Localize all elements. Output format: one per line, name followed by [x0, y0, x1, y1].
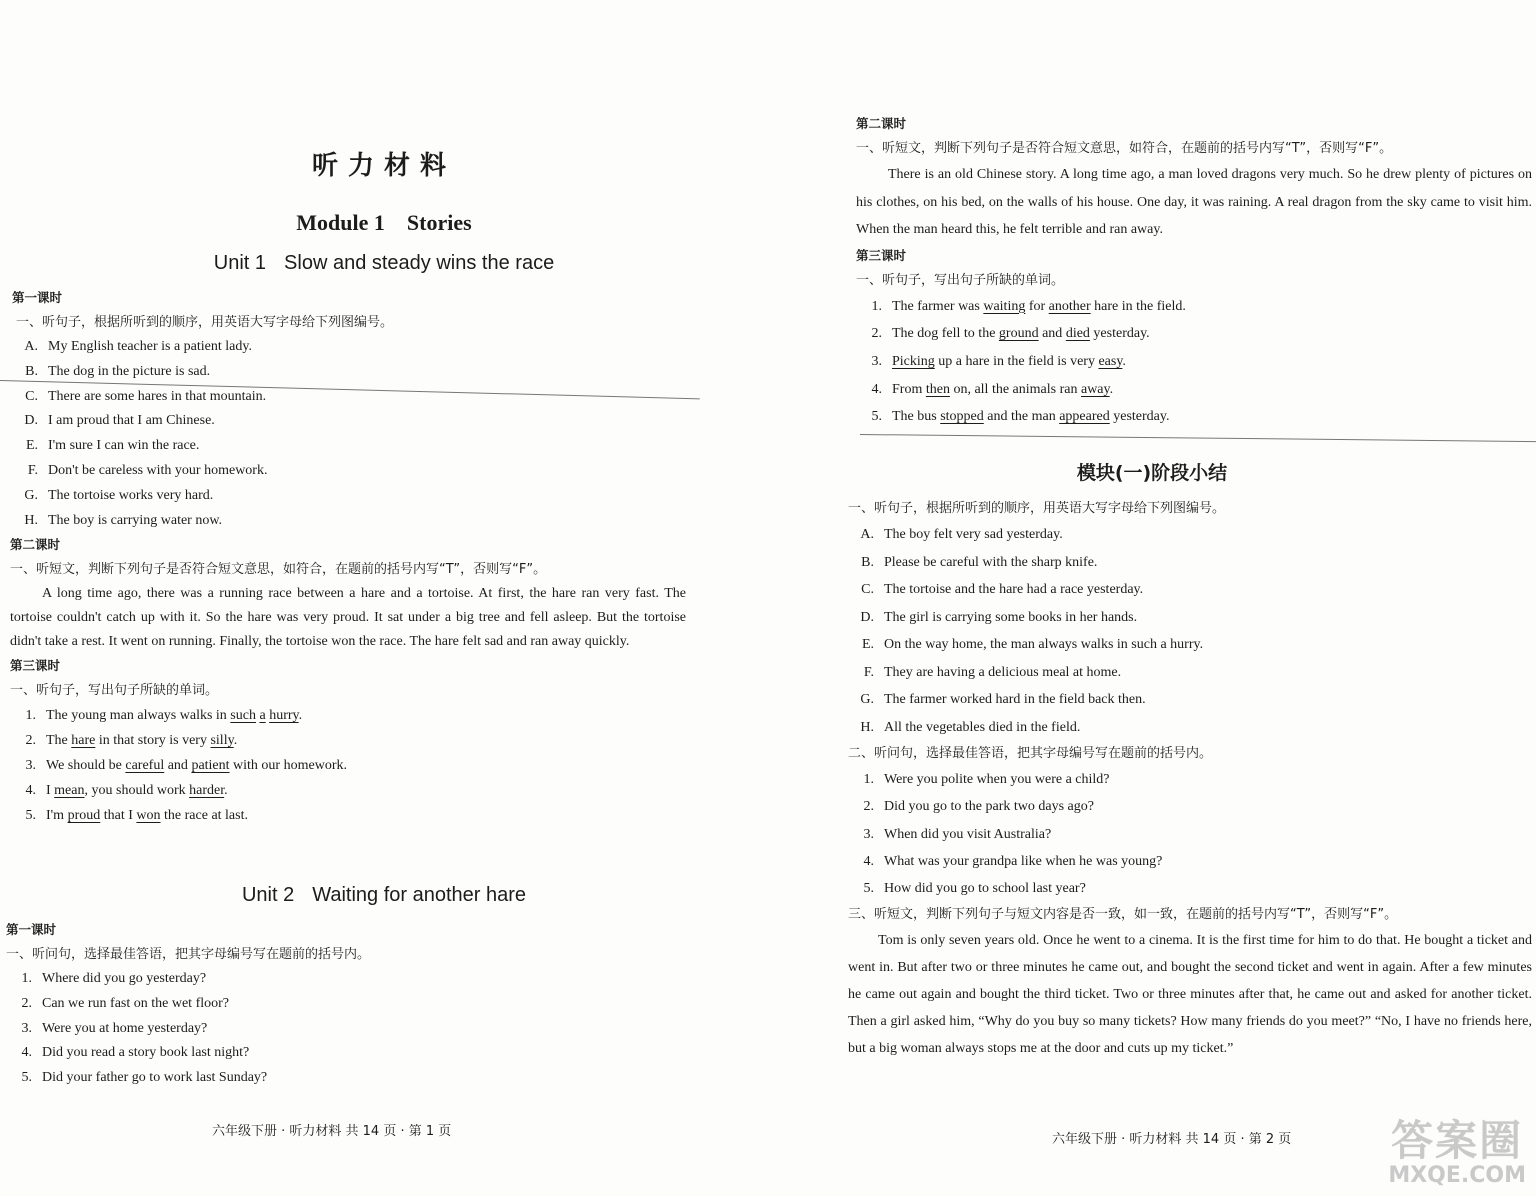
- list-item: [6, 1017, 686, 1042]
- list-item: [856, 348, 1532, 376]
- sentence-text: hare in the field.: [1090, 298, 1186, 314]
- item-text: I am proud that I am Chinese.: [48, 413, 215, 429]
- item-label: F.: [863, 664, 874, 680]
- unit-2-title: [0, 884, 768, 907]
- sentence-text: .: [298, 707, 303, 723]
- sentence-text: The: [46, 732, 72, 748]
- list-item: [10, 753, 686, 778]
- item-label: 3.: [25, 757, 36, 773]
- list-item: [848, 549, 1532, 577]
- list-item: [848, 604, 1532, 632]
- item-label: 2.: [871, 326, 882, 342]
- blank-answer: harder: [189, 782, 225, 798]
- item-label: D.: [860, 609, 874, 625]
- item-text: They are having a delicious meal at home.: [884, 664, 1122, 680]
- lesson-heading: 第三课时: [10, 657, 61, 673]
- sentence-text: yesterday.: [1109, 409, 1170, 425]
- list-item: [856, 293, 1532, 321]
- item-label: D.: [24, 413, 38, 429]
- instruction: 一、听句子，根据所听到的顺序，用英语大写字母给下列图编号。: [16, 315, 394, 330]
- item-label: 3.: [871, 353, 882, 369]
- sentence-text: for: [1025, 298, 1049, 314]
- item-text: I'm sure I can win the race.: [48, 438, 200, 454]
- sentence-text: .: [1122, 353, 1126, 369]
- blank-answer: another: [1048, 298, 1091, 314]
- instruction: 三、听短文，判断下列句子与短文内容是否一致，如一致，在题前的括号内写“T”，否则写“F”。: [848, 907, 1398, 923]
- instruction: 一、听句子，写出句子所缺的单词。: [856, 272, 1065, 288]
- list-item: [848, 821, 1532, 848]
- lesson-heading: 第三课时: [856, 247, 907, 263]
- list-item: [848, 793, 1532, 820]
- item-text: What was your grandpa like when he was young?: [884, 853, 1163, 869]
- instruction: 一、听短文，判断下列句子是否符合短文意思，如符合，在题前的括号内写“T”，否则写“F”。: [856, 141, 1393, 156]
- item-label: A.: [860, 527, 874, 542]
- unit-1-number: Unit 1: [213, 252, 267, 274]
- item-label: 1.: [21, 971, 32, 986]
- listening-passage: There is an old Chinese story. A long time ago, a man loved dragons very much. So he drew plenty of pictures on his clothes, on his bed, on the walls of his house. One day, it was raining. A real dragon from the sky came to visit him. When the man heard this, he felt terrible and ran away.: [856, 167, 1532, 237]
- listening-passage: Tom is only seven years old. Once he went to a cinema. It is the first time for him to do that. He bought a ticket and went in. But after two or three minutes he came out, and bought the second ticket and went in again. After a few minutes he came out again and bought the third ticket. Two or three minutes after that, he came out and asked for another ticket. Then a girl asked him, “Why do you buy so many tickets? How many friends do you meet?” “No, I have no friends here, but a big woman always stops me at the door and cuts up my ticket.”: [848, 933, 1532, 1057]
- sentence-text: in that story is very: [95, 732, 211, 748]
- unit-1-name: Slow and steady wins the race: [284, 252, 555, 274]
- list-item: [856, 320, 1532, 348]
- list-item: [10, 778, 686, 803]
- list-item: [856, 376, 1532, 404]
- blank-answer: patient: [191, 757, 230, 773]
- sentence-text: that I: [100, 807, 137, 823]
- blank-answer: silly: [210, 732, 234, 748]
- blank-answer: easy: [1098, 353, 1123, 369]
- list-item: [10, 728, 686, 753]
- item-label: 5.: [863, 881, 874, 897]
- lesson-heading: 第二课时: [856, 116, 907, 131]
- item-label: 3.: [863, 826, 874, 842]
- blank-answer: then: [925, 381, 950, 397]
- stage-summary-section: [848, 496, 1532, 1062]
- page-title: 听力材料: [311, 151, 456, 181]
- item-text: Did you read a story book last night?: [42, 1045, 250, 1061]
- blank-answer: appeared: [1059, 409, 1110, 425]
- list-item: [12, 434, 686, 459]
- sentence-text: .: [1109, 381, 1114, 397]
- module-title: Module 1 Stories: [296, 210, 472, 235]
- item-label: 4.: [871, 381, 882, 397]
- item-text: Did you go to the park two days ago?: [884, 799, 1094, 815]
- instruction: 一、听句子，写出句子所缺的单词。: [10, 682, 219, 698]
- item-text: Please be careful with the sharp knife.: [884, 554, 1098, 570]
- blank-answer: away: [1080, 381, 1110, 397]
- list-item: [12, 484, 686, 509]
- list-item: [848, 714, 1532, 742]
- list-item: [12, 509, 686, 534]
- list-item: [848, 631, 1532, 659]
- list-item: [6, 1066, 686, 1091]
- blank-answer: proud: [67, 807, 101, 823]
- question-list: [6, 967, 686, 1091]
- instruction: 一、听句子，根据所听到的顺序，用英语大写字母给下列图编号。: [848, 501, 1226, 516]
- blank-answer: Picking: [892, 353, 935, 369]
- item-label: 3.: [21, 1020, 32, 1036]
- sentence-text: and: [1038, 326, 1066, 342]
- item-label: 5.: [21, 1070, 32, 1086]
- list-item: [6, 1041, 686, 1066]
- item-label: 1.: [25, 707, 36, 723]
- list-item: [856, 403, 1532, 431]
- stage-summary-title: 模块(一)阶段小结: [1076, 462, 1228, 484]
- blank-answer: stopped: [940, 409, 984, 425]
- sentence-text: .: [224, 782, 228, 798]
- item-label: 2.: [25, 732, 36, 748]
- list-item: [6, 992, 686, 1017]
- sentence-text: on, all the animals ran: [949, 381, 1081, 397]
- item-text: Were you at home yesterday?: [42, 1020, 208, 1036]
- item-text: Did your father go to work last Sunday?: [42, 1070, 268, 1086]
- unit2-lesson1-section: [6, 918, 686, 1091]
- list-item: [10, 803, 686, 828]
- list-item: [12, 409, 686, 434]
- blank-answer: careful: [125, 757, 165, 773]
- item-text: All the vegetables died in the field.: [884, 719, 1081, 735]
- list-item: [848, 766, 1532, 793]
- blank-answer: hare: [71, 732, 96, 748]
- item-label: 4.: [863, 853, 874, 869]
- sentence-text: The bus: [892, 409, 941, 425]
- unit-2-number: Unit 2: [241, 884, 295, 906]
- page-footer: 六年级下册 · 听力材料 共 14 页 · 第 1 页: [212, 1124, 452, 1139]
- question-list: [848, 766, 1532, 902]
- unit-2-name: Waiting for another hare: [312, 884, 527, 906]
- item-text: How did you go to school last year?: [884, 881, 1086, 897]
- item-text: The boy felt very sad yesterday.: [884, 527, 1063, 542]
- item-label: G.: [24, 487, 38, 503]
- item-label: H.: [860, 719, 874, 735]
- list-item: [12, 459, 686, 484]
- item-text: The tortoise and the hare had a race yesterday.: [884, 582, 1144, 597]
- blank-answer: a: [259, 707, 266, 723]
- watermark-url: MXQE.COM: [1388, 1163, 1526, 1188]
- listening-passage: A long time ago, there was a running race between a hare and a tortoise. At first, the hare ran very fast. The tortoise couldn't catch up with it. So the hare was very proud. It sat under a big tree and fell asleep. But the tortoise didn't take a rest. It went on running. Finally, the tortoise won the race. The hare felt sad and ran away quickly.: [10, 586, 686, 649]
- list-item: [12, 335, 686, 360]
- item-label: 4.: [25, 782, 36, 798]
- blank-answer: such: [230, 707, 256, 723]
- item-text: The tortoise works very hard.: [48, 487, 214, 503]
- unit1-section: [10, 286, 686, 828]
- sentence-text: The young man always walks in: [46, 707, 231, 723]
- instruction: 一、听问句，选择最佳答语，把其字母编号写在题前的括号内。: [6, 947, 371, 962]
- instruction: 一、听短文，判断下列句子是否符合短文意思，如符合，在题前的括号内写“T”，否则写“F”。: [10, 562, 547, 578]
- item-text: The farmer worked hard in the field back then.: [884, 692, 1146, 707]
- item-label: C.: [25, 388, 38, 404]
- sentence-text: I'm: [46, 807, 68, 823]
- fill-blank-list: [10, 703, 686, 828]
- item-text: My English teacher is a patient lady.: [48, 339, 252, 354]
- sentence-text: , you should work: [84, 782, 190, 798]
- sentence-text: The dog fell to the: [892, 326, 999, 342]
- blank-answer: won: [136, 807, 161, 823]
- item-text: Can we run fast on the wet floor?: [42, 995, 229, 1011]
- list-item: [10, 703, 686, 728]
- item-label: 5.: [25, 807, 36, 823]
- item-label: 4.: [21, 1045, 32, 1061]
- item-label: 1.: [871, 298, 882, 314]
- item-text: There are some hares in that mountain.: [48, 388, 267, 404]
- sentence-text: We should be: [46, 757, 126, 773]
- sentence-text: the race at last.: [160, 807, 248, 823]
- list-item: [848, 659, 1532, 687]
- unit-1-title: [0, 252, 768, 275]
- sentence-text: and the man: [983, 409, 1060, 425]
- fill-blank-list: [856, 293, 1532, 431]
- page-footer: 六年级下册 · 听力材料 共 14 页 · 第 2 页: [1052, 1132, 1292, 1147]
- item-text: Were you polite when you were a child?: [884, 772, 1110, 787]
- list-item: [848, 686, 1532, 714]
- sentence-text: yesterday.: [1089, 326, 1150, 342]
- item-text: On the way home, the man always walks in such a hurry.: [884, 637, 1204, 652]
- item-label: 2.: [863, 799, 874, 815]
- item-label: 5.: [871, 409, 882, 425]
- item-text: The boy is carrying water now.: [48, 512, 223, 528]
- sentence-text: up a hare in the field is very: [934, 353, 1099, 369]
- list-item: [6, 967, 686, 992]
- item-label: G.: [860, 692, 874, 707]
- sentence-text: The farmer was: [892, 298, 984, 314]
- blank-answer: died: [1065, 326, 1090, 342]
- blank-answer: hurry: [269, 707, 299, 723]
- item-label: 1.: [863, 772, 874, 787]
- right-page: [768, 0, 1536, 1196]
- watermark-text: 答案圈: [1391, 1116, 1524, 1165]
- list-item: [848, 848, 1532, 875]
- watermark-logo: [1388, 1118, 1526, 1188]
- item-label: E.: [861, 637, 874, 652]
- sentence-text: .: [233, 732, 238, 748]
- sentence-text: I: [46, 782, 55, 798]
- lesson-heading: 第二课时: [10, 537, 61, 553]
- item-label: E.: [25, 438, 38, 454]
- list-item: [12, 360, 686, 385]
- item-label: F.: [27, 462, 38, 478]
- instruction: 二、听问句，选择最佳答语，把其字母编号写在题前的括号内。: [848, 746, 1213, 761]
- item-text: Where did you go yesterday?: [42, 971, 207, 986]
- sentence-text: and: [164, 757, 192, 773]
- item-label: B.: [861, 554, 874, 570]
- blank-answer: mean: [54, 782, 85, 798]
- list-item: [848, 576, 1532, 604]
- unit2-lessons-section: [856, 112, 1532, 431]
- lesson-heading: 第一课时: [12, 290, 63, 305]
- picture-order-list: [848, 521, 1532, 741]
- sentence-text: with our homework.: [229, 757, 347, 773]
- blank-answer: ground: [998, 326, 1039, 342]
- item-text: Don't be careless with your homework.: [48, 462, 268, 478]
- item-label: H.: [24, 512, 38, 528]
- item-text: The girl is carrying some books in her hands.: [884, 609, 1138, 625]
- sentence-text: From: [892, 381, 926, 397]
- item-text: When did you visit Australia?: [884, 826, 1052, 842]
- item-label: 2.: [21, 995, 32, 1011]
- picture-order-list: [10, 335, 686, 533]
- list-item: [848, 875, 1532, 902]
- item-label: A.: [24, 339, 38, 354]
- item-text: The dog in the picture is sad.: [48, 363, 211, 379]
- item-label: B.: [25, 363, 38, 379]
- list-item: [848, 521, 1532, 549]
- blank-answer: waiting: [983, 298, 1026, 314]
- item-label: C.: [861, 582, 874, 597]
- lesson-heading: 第一课时: [6, 922, 57, 937]
